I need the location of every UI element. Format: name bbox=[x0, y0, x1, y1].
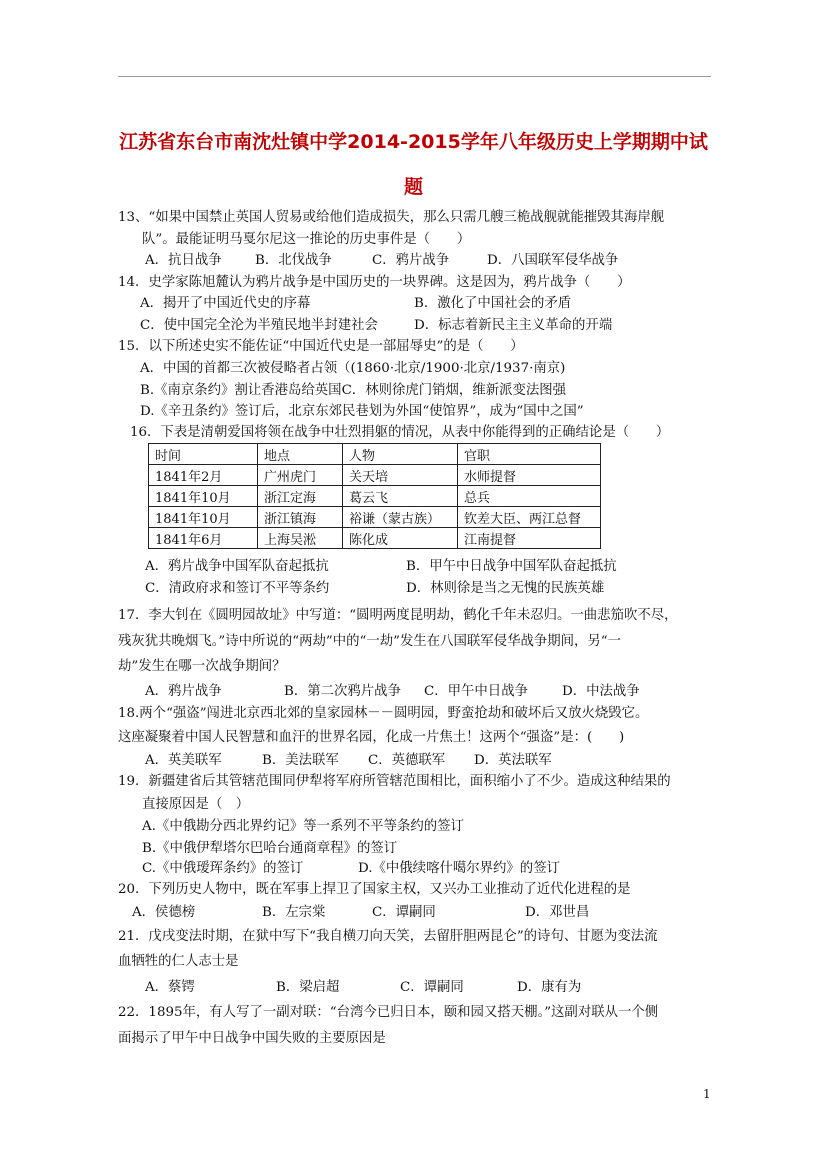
table-header-row bbox=[149, 444, 601, 465]
document-title-line-2: 题 bbox=[403, 176, 423, 198]
table-cell: 浙江定海 bbox=[258, 486, 343, 507]
q15-option-a: A．中国的首都三次被侵略者占领（(1860·北京/1900·北京/1937·南京) bbox=[140, 361, 566, 376]
table-cell: 1841年2月 bbox=[149, 465, 258, 486]
table-cell: 江南提督 bbox=[458, 528, 601, 549]
q19-option-b: B.《中俄伊犁塔尔巴哈台通商章程》的签订 bbox=[142, 841, 398, 856]
q14-option-b: B．激化了中国社会的矛盾 bbox=[414, 296, 572, 311]
q22-stem-1: 22．1895年，有人写了一副对联：“台湾今已归日本，颐和园又搭天棚。”这副对联从一个侧 bbox=[118, 1005, 659, 1020]
table-header-cell: 人物 bbox=[343, 444, 458, 465]
q15-option-bc: B.《南京条约》割让香港岛给英国C．林则徐虎门销烟，维新派变法图强 bbox=[140, 383, 567, 398]
q16-option-b: B．甲午中日战争中国军队奋起抵抗 bbox=[406, 559, 617, 574]
table-header-cell: 时间 bbox=[149, 444, 258, 465]
q20-option-d: D．邓世昌 bbox=[525, 905, 590, 920]
q15-stem: 15．以下所述史实不能佐证“中国近代史是一部屈辱史”的是（ ） bbox=[118, 339, 524, 354]
q19-option-c: C.《中俄瑷珲条约》的签订 bbox=[142, 861, 304, 876]
q17-option-c: C．甲午中日战争 bbox=[424, 684, 528, 699]
q21-option-d: D．康有为 bbox=[517, 980, 582, 995]
q17-stem-1: 17．李大钊在《圆明园故址》中写道：“圆明两度昆明劫，鹤化千年未忍归。一曲悲笳吹不尽， bbox=[118, 608, 678, 623]
q19-option-d: D.《中俄续喀什噶尔界约》的签订 bbox=[358, 861, 560, 876]
q14-option-c: C．使中国完全沦为半殖民地半封建社会 bbox=[140, 318, 378, 333]
q21-option-a: A．蔡锷 bbox=[145, 980, 195, 995]
q19-option-a: A.《中俄勘分西北界约记》等一系列不平等条约的签订 bbox=[142, 819, 464, 834]
q17-stem-3: 劫”发生在哪一次战争期间？ bbox=[118, 659, 286, 674]
q20-stem: 20．下列历史人物中，既在军事上捍卫了国家主权，又兴办工业推动了近代化进程的是 bbox=[118, 882, 631, 897]
table-row bbox=[149, 465, 601, 486]
q18-option-b: B．美法联军 bbox=[262, 753, 339, 768]
q16-option-c: C．清政府求和签订不平等条约 bbox=[145, 581, 330, 596]
q22-stem-2: 面揭示了甲午中日战争中国失败的主要原因是 bbox=[118, 1031, 386, 1046]
q13-stem-1: 13、“如果中国禁止英国人贸易或给他们造成损失，那么只需几艘三桅战舰就能摧毁其海岸舰 bbox=[118, 210, 665, 225]
table-cell: 水师提督 bbox=[458, 465, 601, 486]
table-cell: 上海吴淞 bbox=[258, 528, 343, 549]
q13-stem-2: 队”。最能证明马戛尔尼这一推论的历史事件是（ ） bbox=[142, 232, 471, 247]
q17-option-b: B．第二次鸦片战争 bbox=[284, 684, 401, 699]
table-cell: 关天培 bbox=[343, 465, 458, 486]
page-number: 1 bbox=[703, 1087, 711, 1101]
q17-option-a: A．鸦片战争 bbox=[145, 684, 222, 699]
header-rule bbox=[118, 76, 711, 77]
table-cell: 1841年10月 bbox=[149, 486, 258, 507]
table-cell: 裕谦（蒙古族） bbox=[343, 507, 458, 528]
document-title-line-1: 江苏省东台市南沈灶镇中学2014-2015学年八年级历史上学期期中试 bbox=[119, 131, 708, 153]
q16-stem: 16．下表是清朝爱国将领在战争中壮烈捐躯的情况，从表中你能得到的正确结论是（ ） bbox=[130, 425, 670, 440]
q13-option-d: D．八国联军侵华战争 bbox=[487, 253, 619, 268]
table-cell: 钦差大臣、两江总督 bbox=[458, 507, 601, 528]
q18-stem-2: 这座凝聚着中国人民智慧和血汗的世界名园，化成一片焦土！这两个“强盗”是：( ) bbox=[118, 730, 625, 745]
q21-option-c: C．谭嗣同 bbox=[400, 980, 464, 995]
q14-option-d: D．标志着新民主主义革命的开端 bbox=[414, 318, 613, 333]
table-header-cell: 地点 bbox=[258, 444, 343, 465]
table-cell: 1841年6月 bbox=[149, 528, 258, 549]
q13-option-c: C．鸦片战争 bbox=[372, 253, 450, 268]
q21-stem-1: 21．戊戌变法时期，在狱中写下“我自横刀向天笑，去留肝胆两昆仑”的诗句、甘愿为变法流 bbox=[118, 929, 658, 944]
table-cell: 广州虎门 bbox=[258, 465, 343, 486]
q18-stem-1: 18.两个“强盗”闯进北京西北郊的皇家园林－－圆明园，野蛮抢劫和破坏后又放火烧毁它。 bbox=[118, 706, 649, 721]
q16-option-d: D．林则徐是当之无愧的民族英雄 bbox=[406, 581, 605, 596]
q20-option-a: A．侯德榜 bbox=[132, 905, 196, 920]
generals-table bbox=[148, 443, 601, 549]
table-cell: 1841年10月 bbox=[149, 507, 258, 528]
q21-stem-2: 血牺牲的仁人志士是 bbox=[118, 954, 239, 969]
table-row bbox=[149, 486, 601, 507]
table-cell: 陈化成 bbox=[343, 528, 458, 549]
table-cell: 葛云飞 bbox=[343, 486, 458, 507]
q18-option-a: A．英美联军 bbox=[145, 753, 222, 768]
table-row bbox=[149, 528, 601, 549]
q18-option-c: C．英德联军 bbox=[368, 753, 446, 768]
q19-stem-1: 19．新疆建省后其管辖范围同伊犁将军府所管辖范围相比，面积缩小了不少。造成这种结果的 bbox=[118, 774, 671, 789]
q19-stem-2: 直接原因是（ ） bbox=[142, 797, 250, 812]
q20-option-b: B．左宗棠 bbox=[262, 905, 326, 920]
q14-stem: 14．史学家陈旭麓认为鸦片战争是中国历史的一块界碑。这是因为，鸦片战争（ ） bbox=[118, 275, 631, 290]
table-cell: 总兵 bbox=[458, 486, 601, 507]
q13-option-a: A．抗日战争 bbox=[145, 253, 222, 268]
q15-option-d: D.《辛丑条约》签订后，北京东郊民巷划为外国“使馆界”，成为“国中之国” bbox=[140, 404, 584, 419]
q14-option-a: A．揭开了中国近代史的序幕 bbox=[140, 296, 311, 311]
q16-option-a: A．鸦片战争中国军队奋起抵抗 bbox=[145, 559, 329, 574]
q17-option-d: D．中法战争 bbox=[562, 684, 640, 699]
table-header-cell: 官职 bbox=[458, 444, 601, 465]
q18-option-d: D．英法联军 bbox=[474, 753, 552, 768]
table-cell: 浙江镇海 bbox=[258, 507, 343, 528]
table-row bbox=[149, 507, 601, 528]
q17-stem-2: 残灰犹共晚烟飞。”诗中所说的“两劫”中的“一劫”发生在八国联军侵华战争期间，另“一 bbox=[118, 634, 622, 649]
q20-option-c: C．谭嗣同 bbox=[372, 905, 436, 920]
q13-option-b: B．北伐战争 bbox=[255, 253, 332, 268]
q21-option-b: B．梁启超 bbox=[276, 980, 340, 995]
